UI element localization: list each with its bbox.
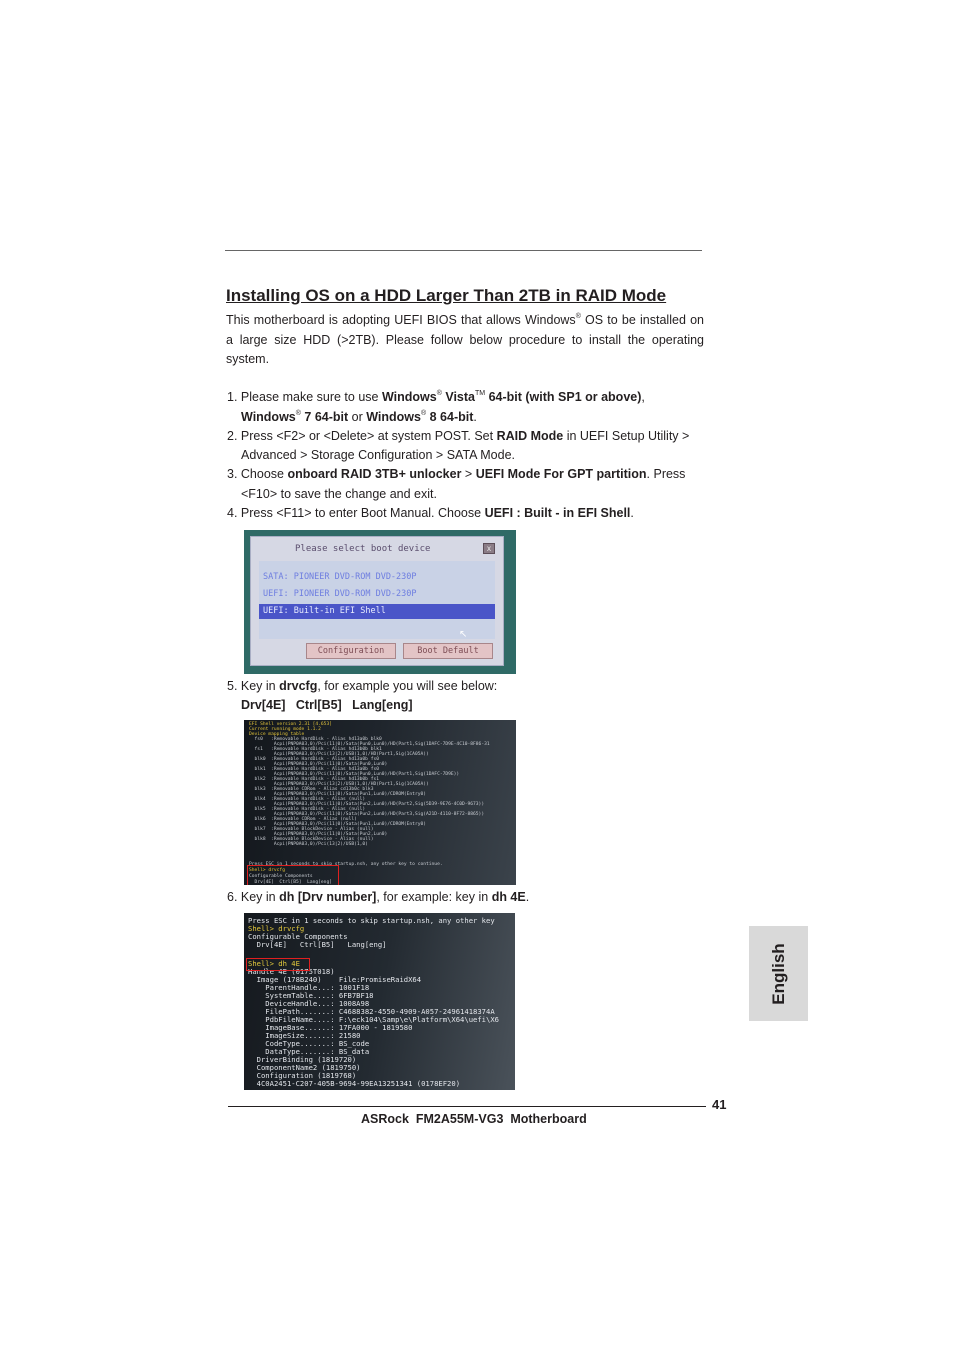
shell-line: Acpi(PNP0A03,0)/Pci(11|0)/Sata(Pun1,Lun0)/CDROM(Entry0) [249,792,427,797]
intro-text: This motherboard is adopting UEFI BIOS that allows Windows [226,313,576,327]
shell-line: PdbFileName....: F:\eck104\Samp\e\Platform\X64\uefi\X6 [248,1015,499,1024]
step-3-text: > [461,467,476,481]
shell-line: Acpi(PNP0A03,0)/Pci(11|0)/Sata(Pun2,Lun0)/HD(Part3,Sig(A21D-4110-8F72-8865)) [249,812,485,817]
shell-line: Acpi(PNP0A03,0)/Pci(13|2)/USB(1,0) [249,842,368,847]
step-1-bold: 64-bit (with SP1 or above) [485,390,642,404]
drvcfg-output-example: Drv[4E] Ctrl[B5] Lang[eng] [241,698,413,712]
step-3-line-2: <F10> to save the change and exit. [241,487,437,501]
step-4-bold: UEFI : Built - in EFI Shell [484,506,631,520]
shell-line: Acpi(PNP0A03,0)/Pci(11|0)/Sata(Pun0,Lun0)/HD(Part1,Sig(1DAFC-7D9E-4C10-8F86-31 [249,742,490,747]
close-icon[interactable]: x [483,543,495,554]
shell-line: Handle 4E (0175T018) [248,967,335,976]
shell-line: Configurable Components [249,874,313,879]
step-6-bold: dh [Drv number] [279,890,377,904]
shell-line: Acpi(PNP0A03,0)/Pci(11|0)/Sata(Pun2,Lun0)/HD(Part2,Sig(5D39-9E76-4C0D-9673)) [249,802,485,807]
shell-line: DriverBinding (1819720) [248,1055,357,1064]
shell-line: DataType.......: BS_data [248,1047,370,1056]
step-5-bold: drvcfg [279,679,318,693]
step-4-line [227,504,634,523]
drvcfg-screenshot [244,720,516,885]
shell-line: ImageBase......: 17FA000 - 1819580 [248,1023,413,1032]
shell-line: Image (178B240) File:PromiseRaidX64 [248,975,422,984]
step-5-text: , for example you will see below: [317,679,498,693]
shell-line: Drv[4E] Ctrl[B5] Lang[eng] [249,880,332,885]
step-2-bold: RAID Mode [496,429,564,443]
language-tab-label: English [768,942,788,1005]
step-3-bold: UEFI Mode For GPT partition [475,467,647,481]
shell-line: EFI Shell version 2.31 [4.653] [249,722,332,727]
step-2-text: in UEFI Setup Utility > [563,429,690,443]
shell-line: CodeType.......: BS_code [248,1039,370,1048]
dh-screenshot [244,913,515,1090]
footer-text: ASRock FM2A55M-VG3 Motherboard [361,1112,587,1126]
section-heading: Installing OS on a HDD Larger Than 2TB in RAID Mode [226,286,667,305]
step-5-text: 5. Key in [227,679,280,693]
boot-device-dialog [250,536,504,666]
boot-default-button[interactable]: Boot Default [403,643,493,659]
intro-text-2: OS to be installed on a large size HDD (>2TB). Please follow below procedure to install the operating system. [226,313,704,366]
shell-line: Drv[4E] Ctrl[B5] Lang[eng] [248,940,387,949]
shell-line: ImageSize......: 21580 [248,1031,361,1040]
shell-line: DeviceHandle...: 1008A98 [248,999,370,1008]
shell-line: Shell> drvcfg [248,924,305,933]
dialog-title: Please select boot device [295,544,431,554]
shell-line: fs0 :Removable HardDisk - Alias hd13a0b blk0 [249,737,382,742]
shell-line: Configurable Components [248,932,348,941]
step-3-line-1 [227,465,685,484]
shell-line: Device mapping table [249,732,305,737]
highlight-box [246,958,310,971]
shell-line: blk8 :Removable BlockDevice - Alias (null) [249,837,374,842]
shell-line: Configuration (1819768) [248,1071,357,1080]
shell-line: 4C0A2451-C207-405B-9694-99EA13251341 (0178EF20) [248,1079,461,1088]
step-2-line-2: Advanced > Storage Configuration > SATA Mode. [241,448,516,462]
step-6-text: , for example: key in [376,890,492,904]
shell-line: blk3 :Removable CDRom - Alias cd13b0c blk3 [249,787,374,792]
step-3-text: 3. Choose [227,467,288,481]
boot-option-efi-shell[interactable]: UEFI: Built-in EFI Shell [259,604,495,619]
shell-line: Acpi(PNP0A03,0)/Pci(11|0)/Sata(Pun2,Lun0) [249,832,388,837]
step-1-text: . [473,410,477,424]
step-5-line [227,677,497,696]
shell-line: blk7 :Removable BlockDevice - Alias (null) [249,827,374,832]
shell-line: blk5 :Removable HardDisk - Alias (null) [249,807,366,812]
registered-mark: ® [575,312,581,320]
language-tab [749,926,808,1021]
shell-line: Acpi(PNP0A03,0)/Pci(13|2)/USB(1,0)/HD(Part1,Sig(1CA05A)) [249,782,429,787]
mouse-cursor-icon: ↖ [459,629,468,640]
step-6-text: . [525,890,530,904]
shell-line: FilePath.......: C4688382-4550-4909-A057-24961418374A [248,1007,495,1016]
shell-line: blk6 :Removable CDRom - Alias (null) [249,817,357,822]
shell-line: Acpi(PNP0A03,0)/Pci(13|2)/USB(1,0)/HD(Part1,Sig(1CA05A)) [249,752,429,757]
step-2-text: 2. Press <F2> or <Delete> at system POST. Set [227,429,497,443]
shell-line: fs1 :Removable HardDisk - Alias hd13b0b blk1 [249,747,382,752]
step-6-bold: dh 4E [491,890,526,904]
shell-line: Press ESC in 1 seconds to skip startup.nsh, any other key [248,916,495,925]
step-1-bold: 7 64-bit [300,410,349,424]
step-3-text: . Press [646,467,686,481]
step-1-text: , [641,390,645,404]
bottom-rule [228,1106,706,1107]
shell-line: Press ESC in 1 seconds to skip startup.nsh, any other key to continue. [249,862,443,867]
shell-line: Shell> drvcfg [249,868,285,873]
step-1-line-1 [227,388,645,407]
shell-line: Current running mode 1.1.2 [249,727,321,732]
configuration-button[interactable]: Configuration [306,643,396,659]
shell-line: blk0 :Removable HardDisk - Alias hd13a0b fs0 [249,757,379,762]
shell-line: Acpi(PNP0A03,0)/Pci(11|0)/Sata(Pun0,Lun0)/HD(Part1,Sig(1DAFC-7D9E)) [249,772,460,777]
top-rule [225,250,702,251]
step-1-text: 1. Please make sure to use [227,390,382,404]
shell-line: SystemTable....: 6FB7BF18 [248,991,374,1000]
step-1-bold: Windows [366,410,421,424]
boot-device-list [259,561,495,639]
shell-line: blk4 :Removable HardDisk - Alias (null) [249,797,366,802]
boot-option-sata[interactable]: SATA: PIONEER DVD-ROM DVD-230P [263,572,417,582]
shell-line: blk1 :Removable HardDisk - Alias hd13a0b fs0 [249,767,379,772]
step-1-bold: Vista [441,390,475,404]
registered-mark: ® [295,409,301,417]
step-4-text: 4. Press <F11> to enter Boot Manual. Choose [227,506,485,520]
registered-mark: ® [420,409,427,417]
step-1-bold: Windows [241,410,296,424]
boot-option-uefi-dvd[interactable]: UEFI: PIONEER DVD-ROM DVD-230P [263,589,417,599]
shell-line: blk2 :Removable HardDisk - Alias hd13b0b fs1 [249,777,379,782]
shell-line: ComponentName2 (1819750) [248,1063,361,1072]
highlight-box [247,865,339,885]
step-6-line [227,888,529,907]
shell-line: Acpi(PNP0A03,0)/Pci(11|0)/Sata(Pun1,Lun0)/CDROM(Entry0) [249,822,427,827]
page-number: 41 [712,1097,727,1112]
step-2-line-1 [227,427,689,446]
intro-paragraph [226,311,704,370]
boot-device-screenshot [244,530,516,674]
step-1-text: or [348,410,367,424]
step-1-bold: Windows [381,390,437,404]
step-3-bold: onboard RAID 3TB+ unlocker [287,467,462,481]
shell-line: Shell> dh 4E [248,959,300,968]
step-1-bold: 8 64-bit [426,410,474,424]
shell-line: Acpi(PNP0A03,0)/Pci(11|0)/Sata(Pun0,Lun0) [249,762,388,767]
trademark-mark: TM [475,389,486,397]
step-6-text: 6. Key in [227,890,280,904]
step-4-text: . [630,506,634,520]
step-1-line-2 [241,408,477,427]
shell-line: ParentHandle...: 1001F18 [248,983,370,992]
registered-mark: ® [436,389,442,397]
